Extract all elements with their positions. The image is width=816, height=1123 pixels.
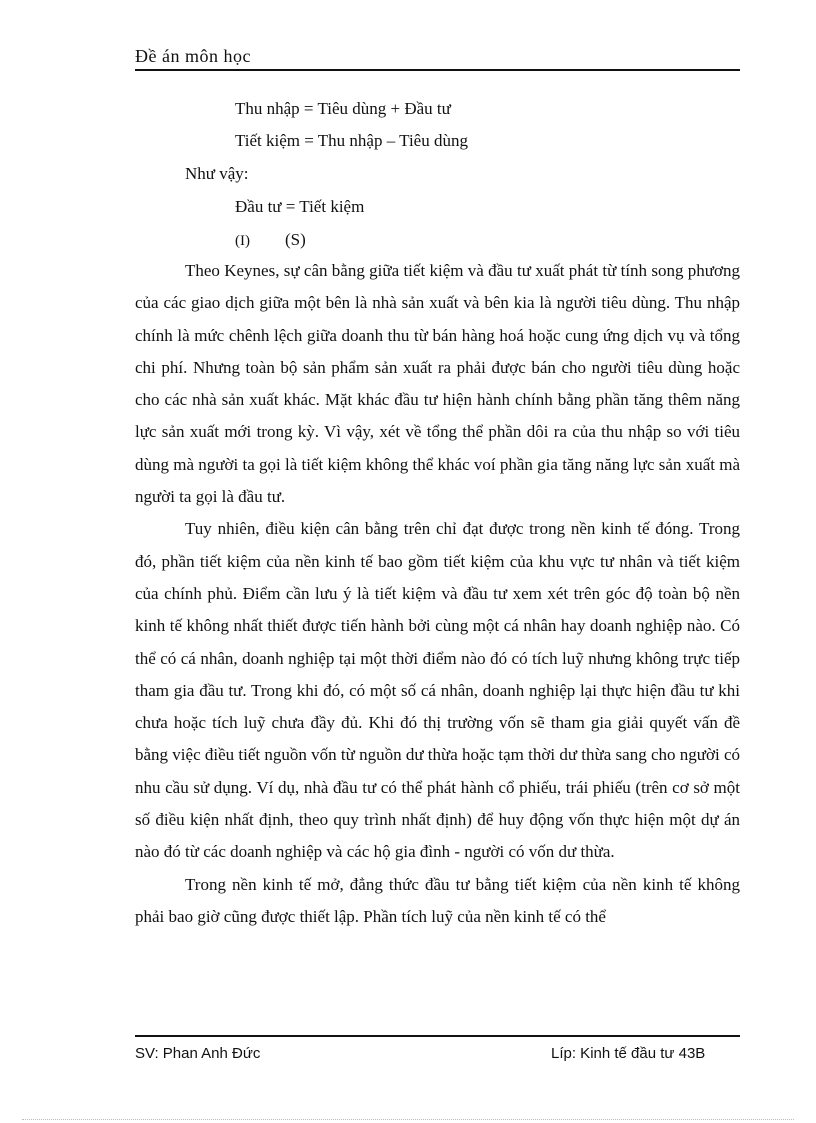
paragraph: Tuy nhiên, điều kiện cân bằng trên chỉ đạt được trong nền kinh tế đóng. Trong đó, phần tiết kiệm của nền kinh tế bao gồm tiết kiệm của khu vực tư nhân và tiết kiệm của chính phủ. Điểm cần lưu ý là tiết kiệm và đầu tư xem xét trên góc độ toàn bộ nền kinh tế không nhất thiết được tiến hành bởi cùng một cá nhân hay doanh nghiệp nào. Có thể có cá nhân, doanh nghiệp tại một thời điểm nào đó có tích luỹ nhưng không trực tiếp tham gia đầu tư. Trong khi đó, có một số cá nhân, doanh nghiệp lại thực hiện đầu tư khi chưa hoặc tích luỹ chưa đầy đủ. Khi đó thị trường vốn sẽ tham gia giải quyết vấn đề bằng việc điều tiết nguồn vốn từ nguồn dư thừa hoặc tạm thời dư thừa sang cho người có nhu cầu sử dụng. Ví dụ, nhà đầu tư có thể phát hành cổ phiếu, trái phiếu (trên cơ sở một số điều kiện nhất định, theo quy trình nhất định) để huy động vốn thực hiện một dự án nào đó từ các doanh nghiệp và các hộ gia đình - người có vốn dư thừa. (135, 519, 740, 862)
document-body (135, 255, 740, 933)
footer-student-name: SV: Phan Anh Đức (135, 1045, 261, 1062)
formula-label-s: (S) (285, 230, 306, 249)
formula-saving: Tiết kiệm = Thu nhập – Tiêu dùng (235, 131, 468, 150)
formula-lead: Như vậy: (185, 164, 249, 183)
formula-label-i: (I) (235, 233, 250, 249)
formula-income: Thu nhập = Tiêu dùng + Đầu tư (235, 99, 451, 118)
formula-investment-equals-saving: Đầu tư = Tiết kiệm (235, 197, 365, 216)
footer-class: Líp: Kinh tế đầu tư 43B (551, 1045, 706, 1062)
footer-rule (135, 1035, 740, 1037)
page-header-title: Đề án môn học (135, 46, 251, 66)
page-bottom-divider (22, 1119, 794, 1120)
header-rule (135, 69, 740, 71)
paragraph: Theo Keynes, sự cân bằng giữa tiết kiệm và đầu tư xuất phát từ tính song phương của các giao dịch giữa một bên là nhà sản xuất và bên kia là người tiêu dùng. Thu nhập chính là mức chênh lệch giữa doanh thu từ bán hàng hoá hoặc cung ứng dịch vụ và tổng chi phí. Nhưng toàn bộ sản phẩm sản xuất ra phải được bán cho người tiêu dùng hoặc cho các nhà sản xuất khác. Mặt khác đầu tư hiện hành chính bằng phần tăng thêm năng lực sản xuất mới trong kỳ. Vì vậy, xét về tổng thể phần dôi ra của thu nhập so với tiêu dùng mà người ta gọi là tiết kiệm không thể khác voí phần gia tăng năng lực sản xuất mà người ta gọi là đầu tư. (135, 261, 740, 507)
paragraph: Trong nền kinh tế mở, đẳng thức đầu tư bằng tiết kiệm của nền kinh tế không phải bao giờ cũng được thiết lập. Phần tích luỹ của nền kinh tế có thể (135, 874, 740, 926)
